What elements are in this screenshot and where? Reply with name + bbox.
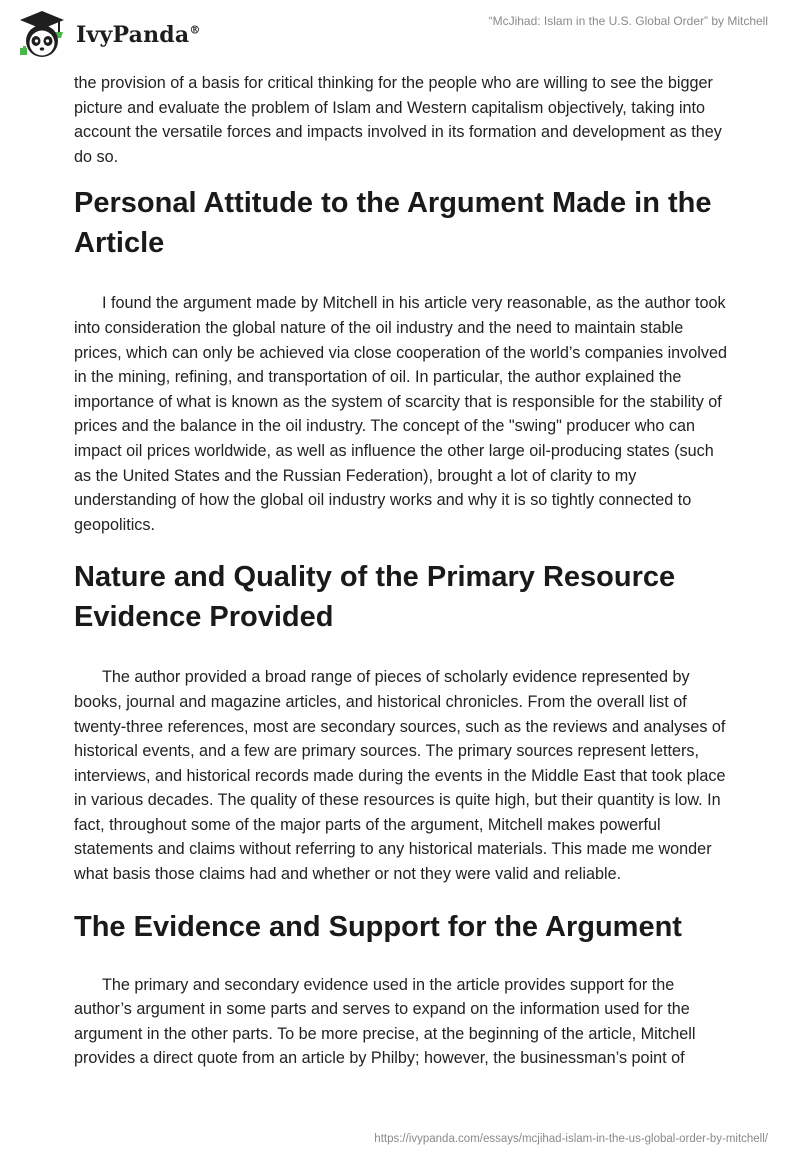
paragraph-evidence-support: The primary and secondary evidence used in the article provides support for the author’s argument in some parts and serves to expand on the information used for the argument in the other parts. To be more precise, at the beginning of the article, Mitchell provides a direct quote from an article by Philby; however, the businessman’s point of <box>74 975 696 1068</box>
heading-nature-quality: Nature and Quality of the Primary Resource Evidence Provided <box>74 561 676 634</box>
panda-graduate-icon <box>14 8 70 62</box>
source-url[interactable]: https://ivypanda.com/essays/mcjihad-islam-in-the-us-global-order-by-mitchell/ <box>374 1133 768 1145</box>
paragraph-nature-quality: The author provided a broad range of pieces of scholarly evidence represented by books, journal and magazine articles, and historical chronicles. From the overall list of twenty-three references, most are secondary sources, such as the reviews and analyses of historical events, and a few are primary sources. The primary sources represent letters, interviews, and historical records made during the events in the Middle East that took place in various decades. The quality of these resources is quite high, but their quantity is low. In fact, throughout some of the major parts of the argument, Mitchell makes powerful statements and claims without referring to any historical materials. This made me wonder what basis those claims had and whether or not they were valid and reliable. <box>74 668 726 884</box>
ivypanda-logo[interactable] <box>14 8 201 62</box>
heading-evidence-support: The Evidence and Support for the Argument <box>74 910 682 943</box>
essay-body <box>74 71 734 1071</box>
running-title: “McJihad: Islam in the U.S. Global Order” by Mitchell <box>488 14 768 28</box>
brand-name: IvyPanda® <box>76 22 201 48</box>
paragraph-personal-attitude: I found the argument made by Mitchell in his article very reasonable, as the author took into consideration the global nature of the oil industry and the need to maintain stable prices, which can only be achieved via close cooperation of the world’s companies involved in the mining, refining, and transportation of oil. In particular, the author explained the importance of what is known as the system of scarcity that is responsible for the stability of prices and the balance in the oil industry. The concept of the "swing" producer who can impact oil prices worldwide, as well as influence the other large oil-producing states (such as the United States and the Russian Federation), brought a lot of clarity to my understanding of how the global oil industry works and why it is so tightly connected to geopolitics. <box>74 294 727 534</box>
heading-personal-attitude: Personal Attitude to the Argument Made in the Article <box>74 187 712 260</box>
paragraph-intro: the provision of a basis for critical thinking for the people who are willing to see the bigger picture and evaluate the problem of Islam and Western capitalism objectively, taking into account the versatile forces and impacts involved in its formation and development as they do so. <box>74 74 722 166</box>
page-header <box>0 0 800 70</box>
